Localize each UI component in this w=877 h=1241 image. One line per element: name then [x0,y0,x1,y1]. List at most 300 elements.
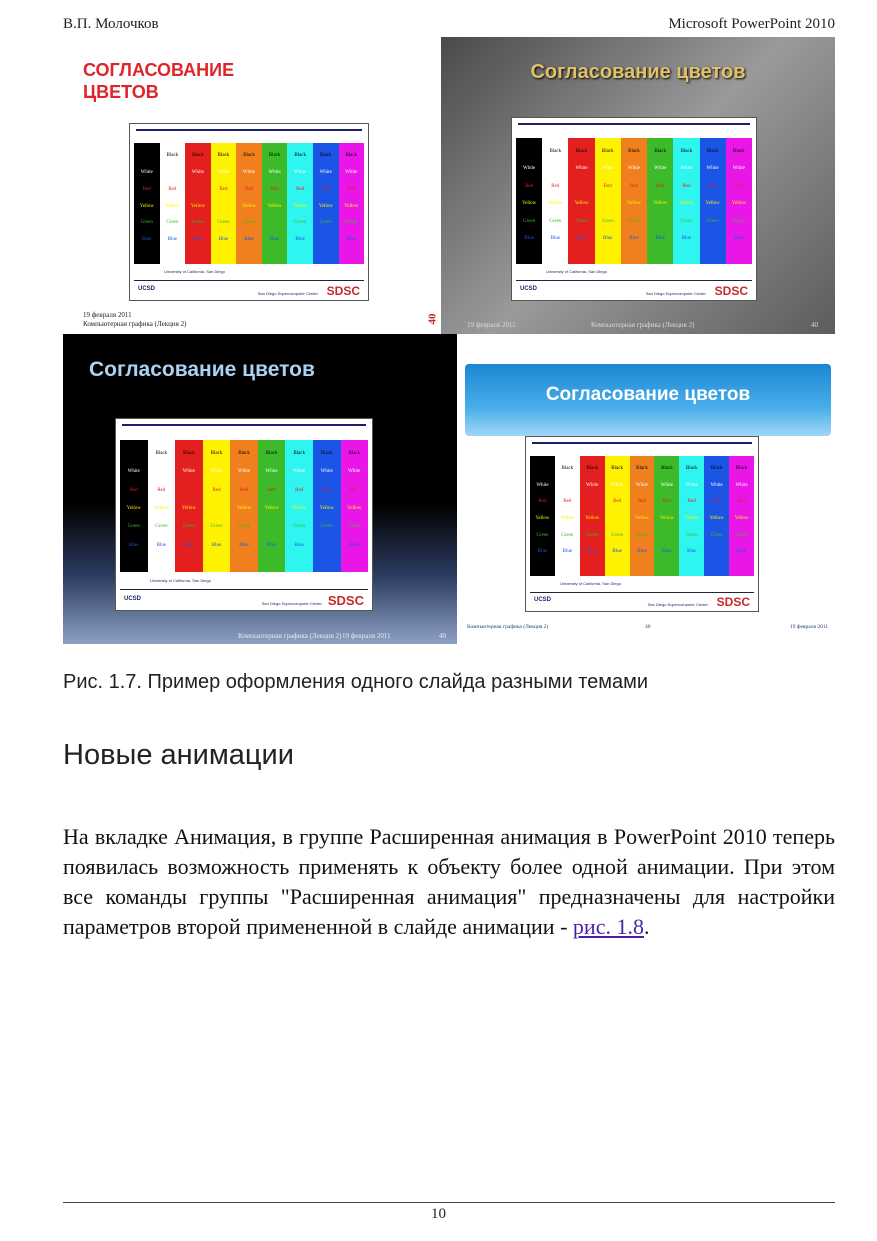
color-column [160,143,186,264]
color-sample-label: Red [588,499,597,505]
slide-number: 40 [426,313,439,325]
color-sample-label: White [348,469,361,475]
color-sample-label: Black [155,451,168,456]
color-sample-label: Blue [320,237,331,243]
page-number: 10 [431,1206,446,1222]
color-sample-label: Yellow [292,506,307,511]
color-column [287,143,313,264]
color-sample-label: Yellow [535,516,550,521]
color-column [679,456,704,576]
slide-title: Согласование цветов [545,384,751,405]
color-sample-label: Black [294,153,306,159]
slide-title: СОГЛАСОВАНИЕ ЦВЕТОВ [83,60,235,102]
color-sample-label: Yellow [181,506,197,511]
slide-title: Согласование цветов [89,358,315,381]
color-sample-label: Black [319,153,332,159]
color-sample-label: Black [217,153,230,159]
color-sample-label: Green [127,524,140,530]
color-sample-label: Blue [537,549,548,555]
color-sample-label: Blue [321,542,332,548]
color-sample-label: Black [345,153,358,159]
header-product: Microsoft PowerPoint 2010 [668,16,835,32]
sdsc-logo: SDSC [326,284,360,298]
chart-top-rule [136,129,362,131]
color-sample-label: Green [536,532,549,538]
color-sample-label: Blue [587,549,597,555]
color-sample-label: Red [350,487,359,493]
color-sample-label: Blue [295,237,305,243]
color-sample-label: Yellow [319,506,334,511]
color-sample-label: Blue [550,236,561,241]
color-sample-label: Black [523,148,535,154]
color-sample-label: Blue [218,237,229,243]
color-sample-label: Blue [655,236,665,241]
color-sample-label: Green [237,524,251,530]
color-sample-label: Green [523,218,536,224]
color-sample-label: White [680,166,693,171]
color-sample-label: Green [735,532,748,538]
university-label: University of California, San Diego [164,269,225,274]
color-column [542,138,568,264]
color-sample-label: White [654,166,667,171]
color-sample-label: Blue [349,542,359,548]
color-sample-label: Yellow [709,516,724,521]
body-paragraph [63,822,835,942]
chart-footer-rule [516,280,752,281]
color-sample-label: Red [551,183,560,189]
color-column [516,138,542,264]
color-sample-label: Green [635,532,649,538]
color-sample-label: Black [586,466,599,471]
color-sample-label: White [320,469,333,475]
color-sample-label: Blue [736,549,747,555]
color-sample-label: Red [662,499,671,505]
color-sample-label: Black [348,451,361,456]
color-sample-label: Green [210,524,223,530]
section-heading: Новые анимации [63,739,294,771]
color-sample-label: Blue [346,237,356,243]
color-sample-label: White [601,166,614,171]
color-sample-label: Yellow [585,516,600,521]
color-sample-label: Blue [576,236,587,241]
color-sample-label: Blue [711,549,722,555]
paragraph-end: . [643,914,650,939]
color-sample-label: Green [242,220,256,226]
color-sample-label: Red [347,186,356,192]
color-sample-label: Yellow [684,516,699,521]
color-chart [525,436,759,612]
color-sample-label: Black [680,148,693,154]
color-column [339,143,365,264]
color-sample-label: Black [654,148,667,154]
color-sample-label: Red [270,186,279,192]
color-sample-label: Black [549,148,562,154]
color-sample-label: Red [296,186,305,192]
color-sample-label: White [127,469,140,475]
slide-number: 40 [439,632,446,640]
color-sample-label: Yellow [659,516,674,521]
center-label: San Diego Supercomputer Center [645,291,706,296]
slide-date: 19 февраля 2011 [790,624,829,630]
color-sample-label: Blue [681,236,692,241]
color-sample-label: Black [210,451,223,456]
color-column [134,143,160,264]
color-sample-label: Green [166,220,179,226]
color-column [203,440,231,572]
color-sample-label: Black [293,451,305,456]
color-sample-label: Black [140,153,153,159]
slide-course: Компьютерная графика (Лекция 2) [591,321,695,329]
color-sample-label: Yellow [347,506,362,511]
color-sample-label: White [635,482,649,488]
color-sample-label: Black [735,466,748,471]
color-sample-label: Red [245,186,254,192]
color-sample-label: Black [238,451,250,456]
color-sample-label: Yellow [165,203,180,209]
color-column [726,138,752,264]
color-sample-label: White [611,482,624,488]
color-sample-label: Red [577,183,586,189]
color-sample-label: Yellow [216,203,231,209]
color-sample-label: Red [193,186,202,192]
color-sample-label: Green [320,524,333,530]
color-sample-label: Red [712,499,721,505]
color-sample-label: White [265,469,278,475]
color-sample-label: Green [217,220,230,226]
color-sample-label: Blue [662,549,672,555]
color-sample-label: Black [268,153,281,159]
color-chart [115,418,373,611]
color-column [555,456,580,576]
color-sample-label: Red [295,487,304,493]
header-author: В.П. Молочков [63,16,159,32]
color-sample-label: Yellow [705,201,720,206]
color-sample-label: White [561,482,574,488]
color-sample-label: Blue [637,549,647,555]
color-sample-label: Black [127,451,140,456]
color-sample-label: Black [575,148,588,154]
slide-date: 19 февраля 2011 [467,321,516,329]
color-column [185,143,211,264]
slide-theme-2 [441,37,835,334]
figure-link[interactable]: рис. 1.8 [572,914,644,939]
color-sample-label: Blue [193,237,203,243]
color-sample-label: White [586,482,599,488]
color-sample-label: Yellow [600,201,615,206]
color-sample-label: Green [561,532,574,538]
color-sample-label: Blue [269,237,280,243]
color-sample-label: Red [613,499,622,505]
color-sample-label: Yellow [267,203,282,209]
color-columns [120,440,368,572]
color-sample-label: Green [345,220,358,226]
color-sample-label: Blue [239,542,249,548]
slide-theme-3 [63,334,457,644]
color-sample-label: Blue [603,236,613,241]
color-sample-label: Green [586,532,599,538]
chart-footer-rule [530,592,754,593]
color-sample-label: White [685,482,698,488]
color-sample-label: Yellow [574,201,589,206]
color-sample-label: Red [525,183,534,189]
color-sample-label: White [191,169,205,175]
color-sample-label: Blue [129,542,139,548]
color-chart [511,117,757,301]
color-sample-label: Red [322,487,331,493]
slide-date: 19 февраля 2011 [342,632,391,640]
color-column [211,143,237,264]
color-sample-label: White [293,469,306,475]
color-sample-label: Blue [707,236,718,241]
color-sample-label: Black [561,466,574,471]
color-column [258,440,286,572]
color-sample-label: Black [628,148,640,154]
color-column [236,143,262,264]
color-sample-label: Red [184,487,193,493]
color-sample-label: Black [265,451,278,456]
university-label: University of California, San Diego [546,269,607,274]
slide-number: 40 [645,624,651,630]
color-sample-label: Green [268,220,281,226]
color-sample-label: Yellow [126,506,141,511]
color-sample-label: Black [661,466,673,471]
color-sample-label: White [155,469,168,475]
color-sample-label: Blue [562,549,573,555]
color-sample-label: Blue [211,542,222,548]
color-sample-label: White [710,482,723,488]
color-column [568,138,594,264]
color-column [595,138,621,264]
color-column [704,456,729,576]
color-sample-label: Red [737,499,746,505]
color-sample-label: Black [636,466,648,471]
center-label: San Diego Supercomputer Center [647,602,708,607]
sdsc-logo: SDSC [327,593,364,608]
color-sample-label: Red [637,499,647,505]
color-sample-label: White [210,469,223,475]
color-sample-label: Yellow [344,203,359,209]
color-sample-label: Black [706,148,719,154]
ucsd-logo: UCSD [138,286,156,292]
color-column [530,456,555,576]
color-sample-label: Green [294,220,307,226]
color-sample-label: Yellow [241,203,257,209]
color-sample-label: Red [538,499,547,505]
color-column [729,456,754,576]
color-sample-label: Blue [266,542,277,548]
color-sample-label: Blue [294,542,304,548]
footer-rule [63,1202,835,1203]
color-sample-label: Black [685,466,698,471]
chart-footer-rule [134,280,364,281]
color-sample-label: Green [319,220,332,226]
ucsd-logo: UCSD [124,596,142,602]
paragraph-text: На вкладке Анимация, в группе Расширенная анимация в PowerPoint 2010 теперь появилась возможность применять к объекту более одной анимации. При этом все команды группы "Расширенная анимация" предназначены для настройки параметров второй примененной в слайде анимации - [63,824,835,939]
color-column [647,138,673,264]
color-column [621,138,647,264]
color-sample-label: Yellow [236,506,252,511]
color-sample-label: Black [733,148,745,154]
color-sample-label: Green [680,218,693,224]
color-sample-label: White [242,169,256,175]
color-chart [129,123,369,301]
color-sample-label: Red [212,487,221,493]
color-sample-label: White [294,169,307,175]
color-sample-label: Blue [156,542,167,548]
color-sample-label: Blue [142,237,152,243]
chart-top-rule [518,123,750,125]
color-sample-label: Green [627,218,641,224]
color-sample-label: Red [734,183,743,189]
color-sample-label: Black [183,451,195,456]
color-sample-label: Green [732,218,745,224]
color-sample-label: Yellow [209,506,224,511]
color-sample-label: Blue [167,237,178,243]
color-sample-label: Green [575,218,588,224]
slide-title: Согласование цветов [530,61,746,83]
color-sample-label: White [523,166,536,171]
color-column [262,143,288,264]
color-sample-label: Red [656,183,665,189]
color-column [120,440,148,572]
color-sample-label: Yellow [293,203,308,209]
color-sample-label: Yellow [679,201,694,206]
color-sample-label: Green [182,524,196,530]
color-column [580,456,605,576]
color-sample-label: Red [603,183,612,189]
color-sample-label: White [660,482,673,488]
color-sample-label: Green [685,532,698,538]
color-sample-label: Black [536,466,549,471]
color-sample-label: Yellow [139,203,154,209]
color-column [341,440,369,572]
color-sample-label: Red [168,186,177,192]
color-sample-label: Green [601,218,614,224]
color-sample-label: Blue [629,236,639,241]
color-sample-label: Black [611,466,623,471]
slide-course: Компьютерная графика (Лекция 2) [83,320,187,328]
color-sample-label: Blue [244,237,254,243]
color-sample-label: Black [192,153,204,159]
color-sample-label: Yellow [154,506,169,511]
color-sample-label: Blue [687,549,697,555]
color-sample-label: Red [563,499,572,505]
color-sample-label: White [536,482,549,488]
color-sample-label: Green [348,524,361,530]
color-sample-label: Yellow [731,201,746,206]
color-sample-label: Yellow [634,516,650,521]
color-columns [134,143,364,264]
color-sample-label: White [735,482,748,488]
university-label: University of California, San Diego [150,578,211,583]
center-label: San Diego Supercomputer Center [257,291,318,296]
color-sample-label: White [345,169,358,175]
slide-course: Компьютерная графика (Лекция 2) [467,624,549,630]
color-sample-label: Green [706,218,719,224]
chart-top-rule [122,424,366,426]
color-column [700,138,726,264]
color-column [313,440,341,572]
color-sample-label: Yellow [560,516,575,521]
center-label: San Diego Supercomputer Center [261,601,322,606]
color-column [630,456,655,576]
slide-theme-1 [63,37,441,334]
color-sample-label: Yellow [653,201,668,206]
color-sample-label: White [237,469,251,475]
color-sample-label: Yellow [610,516,625,521]
chart-footer-rule [120,589,368,590]
color-sample-label: Green [293,524,306,530]
color-columns [516,138,752,264]
color-sample-label: Red [157,487,166,493]
color-sample-label: Yellow [522,201,537,206]
color-sample-label: White [575,166,588,171]
color-sample-label: Red [629,183,639,189]
color-sample-label: Red [129,487,138,493]
color-column [654,456,679,576]
color-sample-label: Red [142,186,151,192]
color-sample-label: Yellow [734,516,749,521]
color-sample-label: White [166,169,179,175]
color-sample-label: White [706,166,719,171]
color-sample-label: Black [601,148,614,154]
slide-number: 40 [811,321,818,329]
color-sample-label: Green [265,524,278,530]
chart-top-rule [532,442,752,444]
figure-caption: Рис. 1.7. Пример оформления одного слайда разными темами [63,671,649,693]
color-column [285,440,313,572]
color-sample-label: Red [708,183,717,189]
color-sample-label: Yellow [264,506,279,511]
color-sample-label: Yellow [318,203,333,209]
color-sample-label: Yellow [190,203,206,209]
color-sample-label: Green [140,220,153,226]
color-sample-label: White [182,469,196,475]
color-column [148,440,176,572]
color-sample-label: White [627,166,641,171]
color-sample-label: Black [166,153,179,159]
color-sample-label: Green [549,218,562,224]
color-sample-label: Green [191,220,205,226]
color-sample-label: White [732,166,745,171]
color-sample-label: Green [654,218,667,224]
color-sample-label: White [217,169,230,175]
color-sample-label: Green [710,532,723,538]
color-sample-label: Blue [734,236,744,241]
color-sample-label: White [140,169,153,175]
color-sample-label: Blue [612,549,622,555]
color-sample-label: White [319,169,332,175]
color-sample-label: Green [155,524,168,530]
color-sample-label: White [268,169,281,175]
color-sample-label: Yellow [626,201,642,206]
color-sample-label: Green [611,532,624,538]
sdsc-logo: SDSC [716,595,750,609]
ucsd-logo: UCSD [520,286,538,292]
color-sample-label: Blue [524,236,534,241]
color-column [313,143,339,264]
slide-theme-4 [457,334,835,644]
color-sample-label: Black [710,466,723,471]
color-sample-label: Red [267,487,276,493]
color-sample-label: Black [320,451,333,456]
color-column [673,138,699,264]
sdsc-logo: SDSC [714,284,748,298]
color-sample-label: Blue [184,542,194,548]
color-sample-label: Yellow [548,201,563,206]
color-sample-label: Black [243,153,255,159]
color-sample-label: White [549,166,562,171]
